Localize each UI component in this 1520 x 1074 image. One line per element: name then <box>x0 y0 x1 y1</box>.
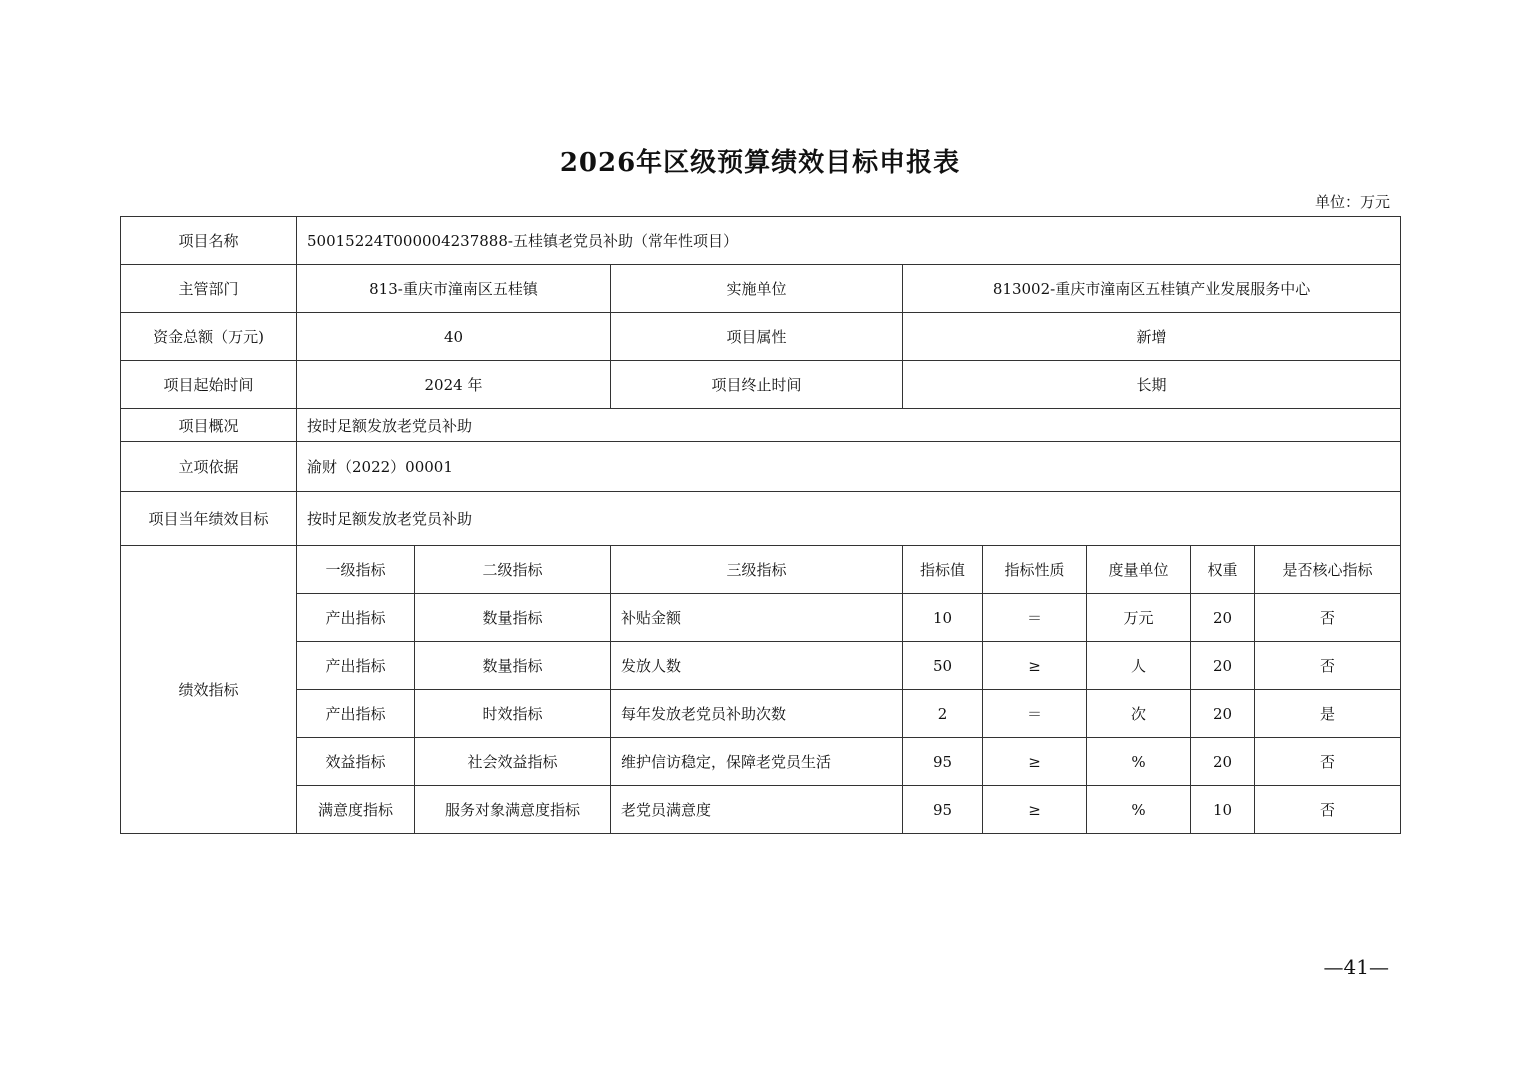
table-row <box>121 642 1401 690</box>
unit-cell: % <box>1087 738 1191 786</box>
header-level3: 三级指标 <box>611 546 903 594</box>
level2-cell: 社会效益指标 <box>415 738 611 786</box>
page-number: —41— <box>1323 955 1389 979</box>
level1-cell: 产出指标 <box>297 690 415 738</box>
level1-cell: 满意度指标 <box>297 786 415 834</box>
project-name-value: 50015224T000004237888-五桂镇老党员补助（常年性项目） <box>297 217 1401 265</box>
table-row <box>121 690 1401 738</box>
unit-cell: 次 <box>1087 690 1191 738</box>
impl-unit-label: 实施单位 <box>611 265 903 313</box>
indicator-header-row <box>121 546 1401 594</box>
unit-cell: 万元 <box>1087 594 1191 642</box>
level3-cell: 每年发放老党员补助次数 <box>611 690 903 738</box>
end-time-value: 长期 <box>903 361 1401 409</box>
page-title: 2026年区级预算绩效目标申报表 <box>559 148 961 178</box>
header-nature: 指标性质 <box>983 546 1087 594</box>
basis-value: 渝财（2022）00001 <box>297 442 1401 492</box>
overview-value: 按时足额发放老党员补助 <box>297 409 1401 442</box>
budget-performance-table <box>120 216 1401 834</box>
unit-cell: % <box>1087 786 1191 834</box>
level1-cell: 产出指标 <box>297 642 415 690</box>
nature-cell: ≥ <box>983 786 1087 834</box>
row-fund <box>121 313 1401 361</box>
indicators-label: 绩效指标 <box>121 546 297 834</box>
core-cell: 否 <box>1255 594 1401 642</box>
header-level1: 一级指标 <box>297 546 415 594</box>
value-cell: 95 <box>903 786 983 834</box>
weight-cell: 20 <box>1191 642 1255 690</box>
basis-label: 立项依据 <box>121 442 297 492</box>
row-project-name <box>121 217 1401 265</box>
nature-cell: ≥ <box>983 642 1087 690</box>
end-time-label: 项目终止时间 <box>611 361 903 409</box>
goal-value: 按时足额发放老党员补助 <box>297 492 1401 546</box>
row-department <box>121 265 1401 313</box>
value-cell: 50 <box>903 642 983 690</box>
nature-cell: ＝ <box>983 690 1087 738</box>
impl-unit-value: 813002-重庆市潼南区五桂镇产业发展服务中心 <box>903 265 1401 313</box>
start-time-value: 2024 年 <box>297 361 611 409</box>
core-cell: 是 <box>1255 690 1401 738</box>
level1-cell: 效益指标 <box>297 738 415 786</box>
row-overview <box>121 409 1401 442</box>
level3-cell: 老党员满意度 <box>611 786 903 834</box>
attribute-value: 新增 <box>903 313 1401 361</box>
attribute-label: 项目属性 <box>611 313 903 361</box>
weight-cell: 10 <box>1191 786 1255 834</box>
level2-cell: 数量指标 <box>415 594 611 642</box>
header-level2: 二级指标 <box>415 546 611 594</box>
weight-cell: 20 <box>1191 690 1255 738</box>
row-time <box>121 361 1401 409</box>
value-cell: 10 <box>903 594 983 642</box>
department-label: 主管部门 <box>121 265 297 313</box>
unit-cell: 人 <box>1087 642 1191 690</box>
level2-cell: 数量指标 <box>415 642 611 690</box>
value-cell: 2 <box>903 690 983 738</box>
core-cell: 否 <box>1255 738 1401 786</box>
department-value: 813-重庆市潼南区五桂镇 <box>297 265 611 313</box>
weight-cell: 20 <box>1191 594 1255 642</box>
level3-cell: 补贴金额 <box>611 594 903 642</box>
nature-cell: ＝ <box>983 594 1087 642</box>
core-cell: 否 <box>1255 642 1401 690</box>
table-row <box>121 594 1401 642</box>
table-row <box>121 738 1401 786</box>
weight-cell: 20 <box>1191 738 1255 786</box>
level2-cell: 时效指标 <box>415 690 611 738</box>
start-time-label: 项目起始时间 <box>121 361 297 409</box>
level2-cell: 服务对象满意度指标 <box>415 786 611 834</box>
overview-label: 项目概况 <box>121 409 297 442</box>
level3-cell: 发放人数 <box>611 642 903 690</box>
row-goal <box>121 492 1401 546</box>
header-value: 指标值 <box>903 546 983 594</box>
core-cell: 否 <box>1255 786 1401 834</box>
header-unit: 度量单位 <box>1087 546 1191 594</box>
level3-cell: 维护信访稳定，保障老党员生活 <box>611 738 903 786</box>
row-basis <box>121 442 1401 492</box>
goal-label: 项目当年绩效目标 <box>121 492 297 546</box>
fund-value: 40 <box>297 313 611 361</box>
nature-cell: ≥ <box>983 738 1087 786</box>
unit-note: 单位：万元 <box>1314 193 1390 211</box>
level1-cell: 产出指标 <box>297 594 415 642</box>
table-row <box>121 786 1401 834</box>
value-cell: 95 <box>903 738 983 786</box>
fund-label: 资金总额（万元) <box>121 313 297 361</box>
project-name-label: 项目名称 <box>121 217 297 265</box>
header-core: 是否核心指标 <box>1255 546 1401 594</box>
header-weight: 权重 <box>1191 546 1255 594</box>
